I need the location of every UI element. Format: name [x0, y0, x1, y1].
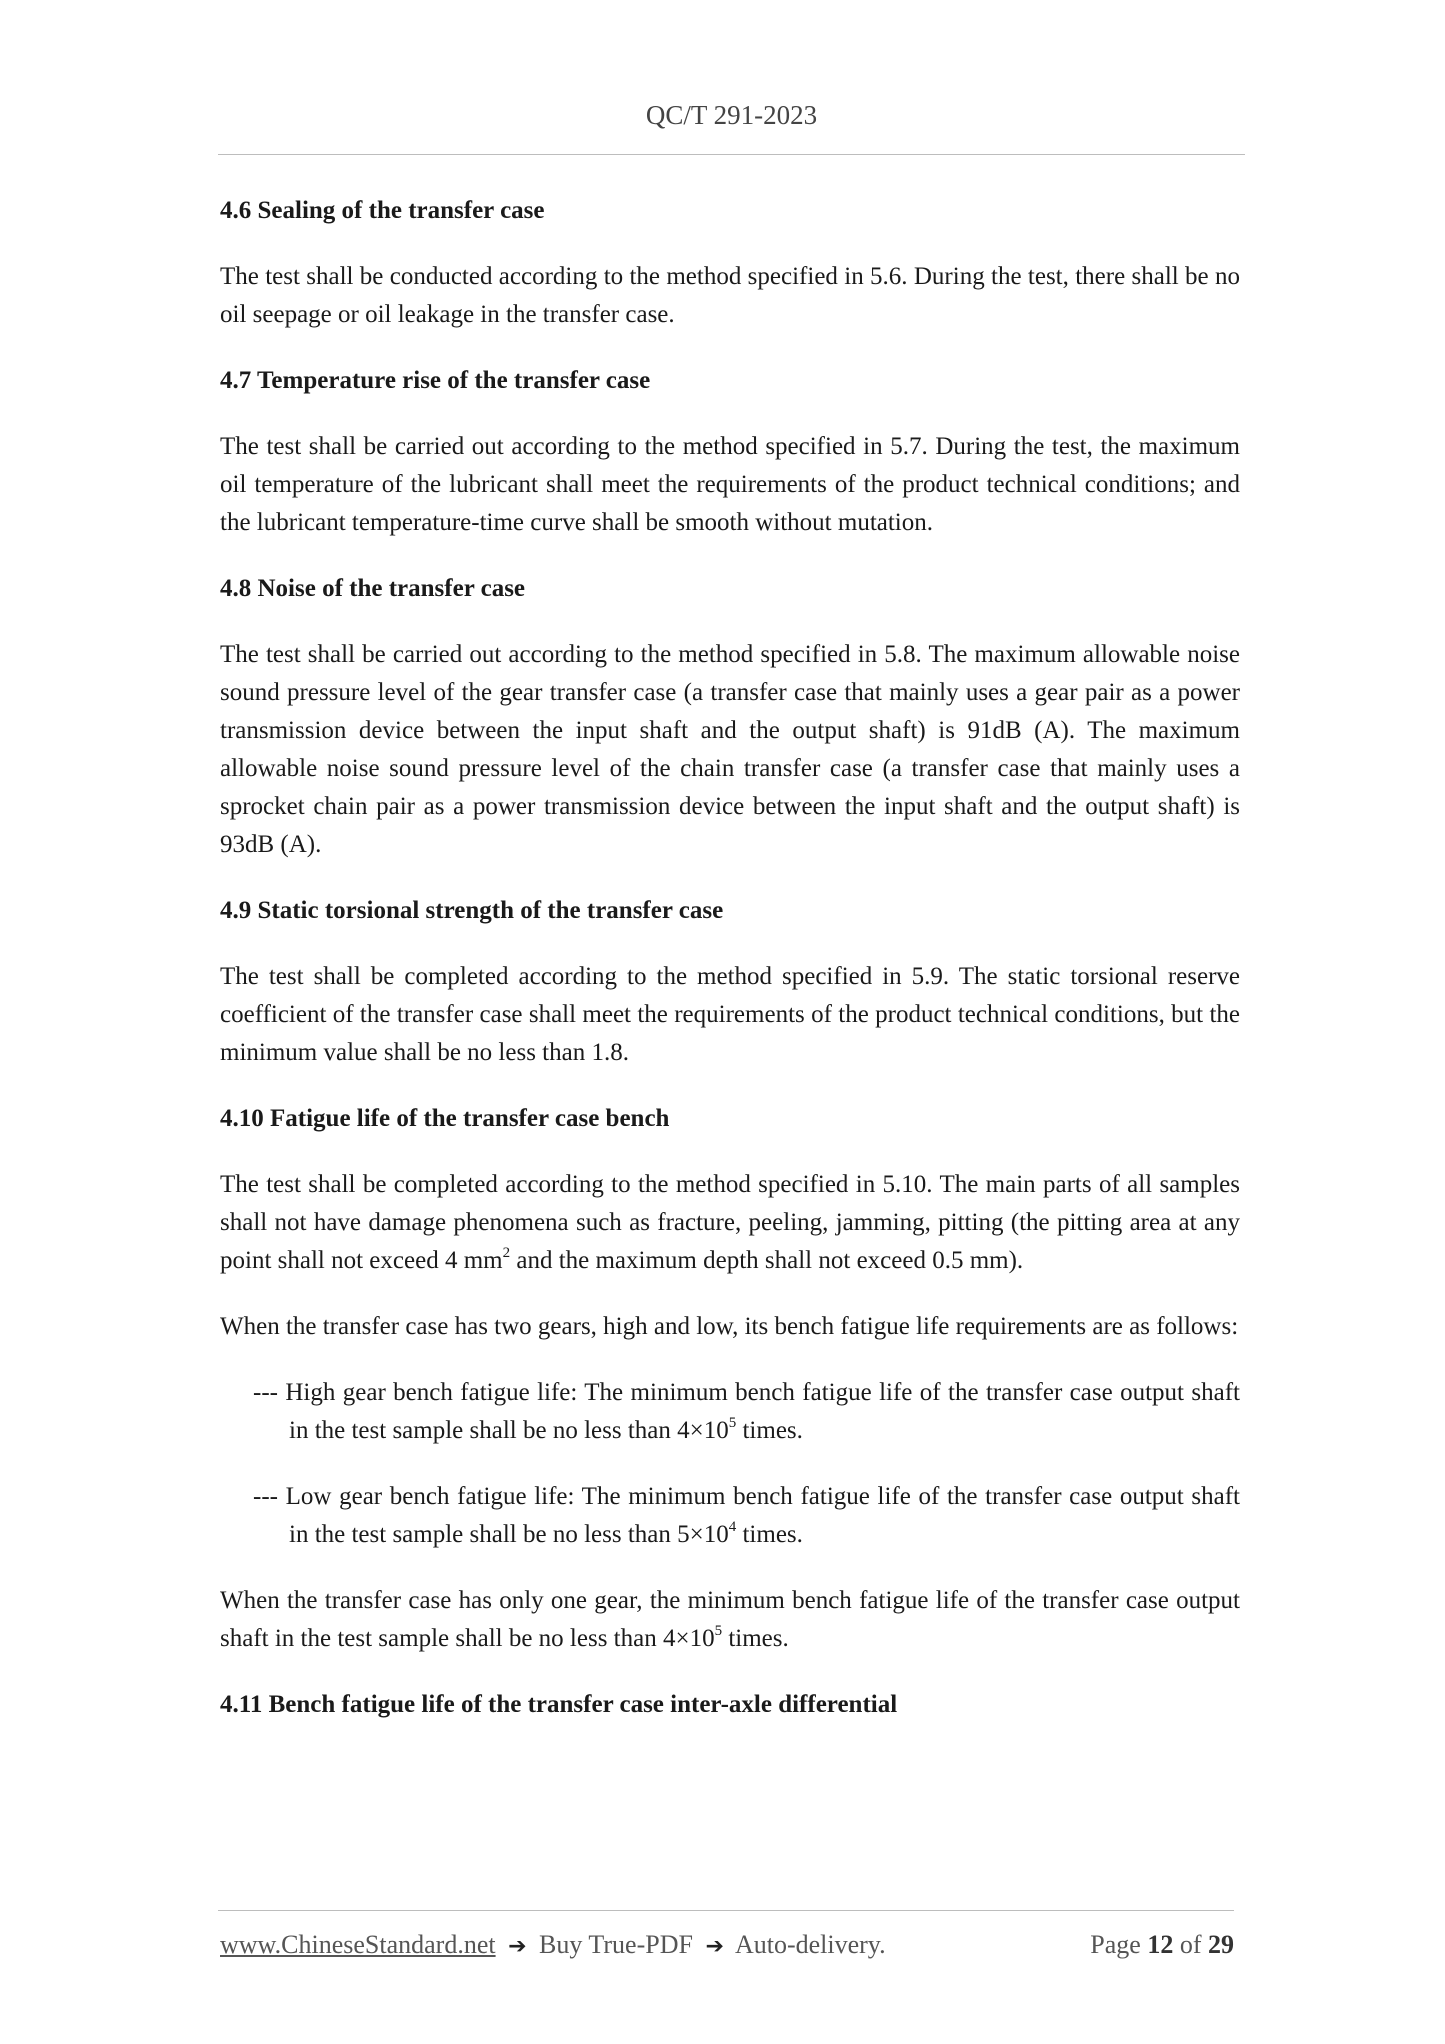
document-body — [220, 192, 1240, 1752]
page-footer — [220, 1930, 1234, 1960]
superscript-exponent: 5 — [728, 1415, 737, 1431]
paragraph-4-10-pitting — [220, 1166, 1240, 1280]
of-label: of — [1179, 1930, 1202, 1959]
superscript-exponent: 2 — [502, 1245, 511, 1261]
superscript-exponent: 4 — [728, 1519, 737, 1535]
high-gear-text-end: times. — [736, 1417, 803, 1444]
one-gear-text: When the transfer case has only one gear, the minimum bench fatigue life of the transfer case output shaft in the test sample shall be no less than 4×10 — [220, 1587, 1240, 1652]
one-gear-text-end: times. — [722, 1625, 789, 1652]
auto-delivery-text: Auto-delivery. — [734, 1930, 886, 1959]
low-gear-text-end: times. — [736, 1521, 803, 1548]
bullet-high-gear — [220, 1374, 1240, 1450]
paragraph-4-7: The test shall be carried out according to the method specified in 5.7. During the test, the maximum oil temperature of the lubricant shall meet the requirements of the product technical conditions; and the lubricant temperature-time curve shall be smooth without mutation. — [220, 433, 1240, 536]
paragraph-4-10-one-gear — [220, 1582, 1240, 1658]
section-title-4-9: 4.9 Static torsional strength of the transfer case — [220, 897, 724, 924]
paragraph-4-6: The test shall be conducted according to the method specified in 5.6. During the test, there shall be no oil seepage or oil leakage in the transfer case. — [220, 263, 1240, 328]
paragraph-4-9: The test shall be completed according to the method specified in 5.9. The static torsional reserve coefficient of the transfer case shall meet the requirements of the product technical conditions, but the minimum value shall be no less than 1.8. — [220, 963, 1240, 1066]
right-arrow-icon: ➔ — [508, 1934, 527, 1959]
pitting-text-end: and the maximum depth shall not exceed 0.5 mm). — [510, 1247, 1024, 1274]
website-link[interactable]: www.ChineseStandard.net — [220, 1930, 496, 1959]
bullet-low-gear — [220, 1478, 1240, 1554]
paragraph-4-10-two-gears: When the transfer case has two gears, high and low, its bench fatigue life requirements are as follows: — [220, 1313, 1239, 1340]
section-title-4-10: 4.10 Fatigue life of the transfer case bench — [220, 1105, 670, 1132]
section-title-4-7: 4.7 Temperature rise of the transfer case — [220, 367, 651, 394]
section-title-4-6: 4.6 Sealing of the transfer case — [220, 197, 545, 224]
header-rule — [218, 154, 1245, 155]
total-pages-number: 29 — [1208, 1930, 1234, 1959]
page-indicator — [1090, 1930, 1234, 1960]
high-gear-text: --- High gear bench fatigue life: The minimum bench fatigue life of the transfer case output shaft in the test sample shall be no less than 4×10 — [253, 1379, 1240, 1444]
page-label: Page — [1090, 1930, 1141, 1959]
paragraph-4-8: The test shall be carried out according to the method specified in 5.8. The maximum allowable noise sound pressure level of the gear transfer case (a transfer case that mainly uses a gear pair as a power transmission device between the input shaft and the output shaft) is 91dB (A). The maximum allowable noise sound pressure level of the chain transfer case (a transfer case that mainly uses a sprocket chain pair as a power transmission device between the input shaft and the output shaft) is 93dB (A). — [220, 641, 1240, 858]
section-title-4-8: 4.8 Noise of the transfer case — [220, 575, 526, 602]
footer-rule — [218, 1910, 1234, 1911]
current-page-number: 12 — [1147, 1930, 1174, 1959]
section-title-4-11: 4.11 Bench fatigue life of the transfer case inter-axle differential — [220, 1691, 898, 1718]
superscript-exponent: 5 — [714, 1623, 723, 1639]
low-gear-text: --- Low gear bench fatigue life: The minimum bench fatigue life of the transfer case output shaft in the test sample shall be no less than 5×10 — [253, 1483, 1240, 1548]
right-arrow-icon: ➔ — [705, 1934, 724, 1959]
pitting-text-start: The test shall be completed according to the method specified in 5.10. The main parts of all samples shall not have damage phenomena such as fracture, peeling, jamming, pitting (the pitting area at any point shall not exceed 4 mm — [220, 1171, 1240, 1274]
buy-true-pdf-text: Buy True-PDF — [539, 1930, 693, 1959]
page-header: QC/T 291-2023 — [645, 100, 818, 130]
